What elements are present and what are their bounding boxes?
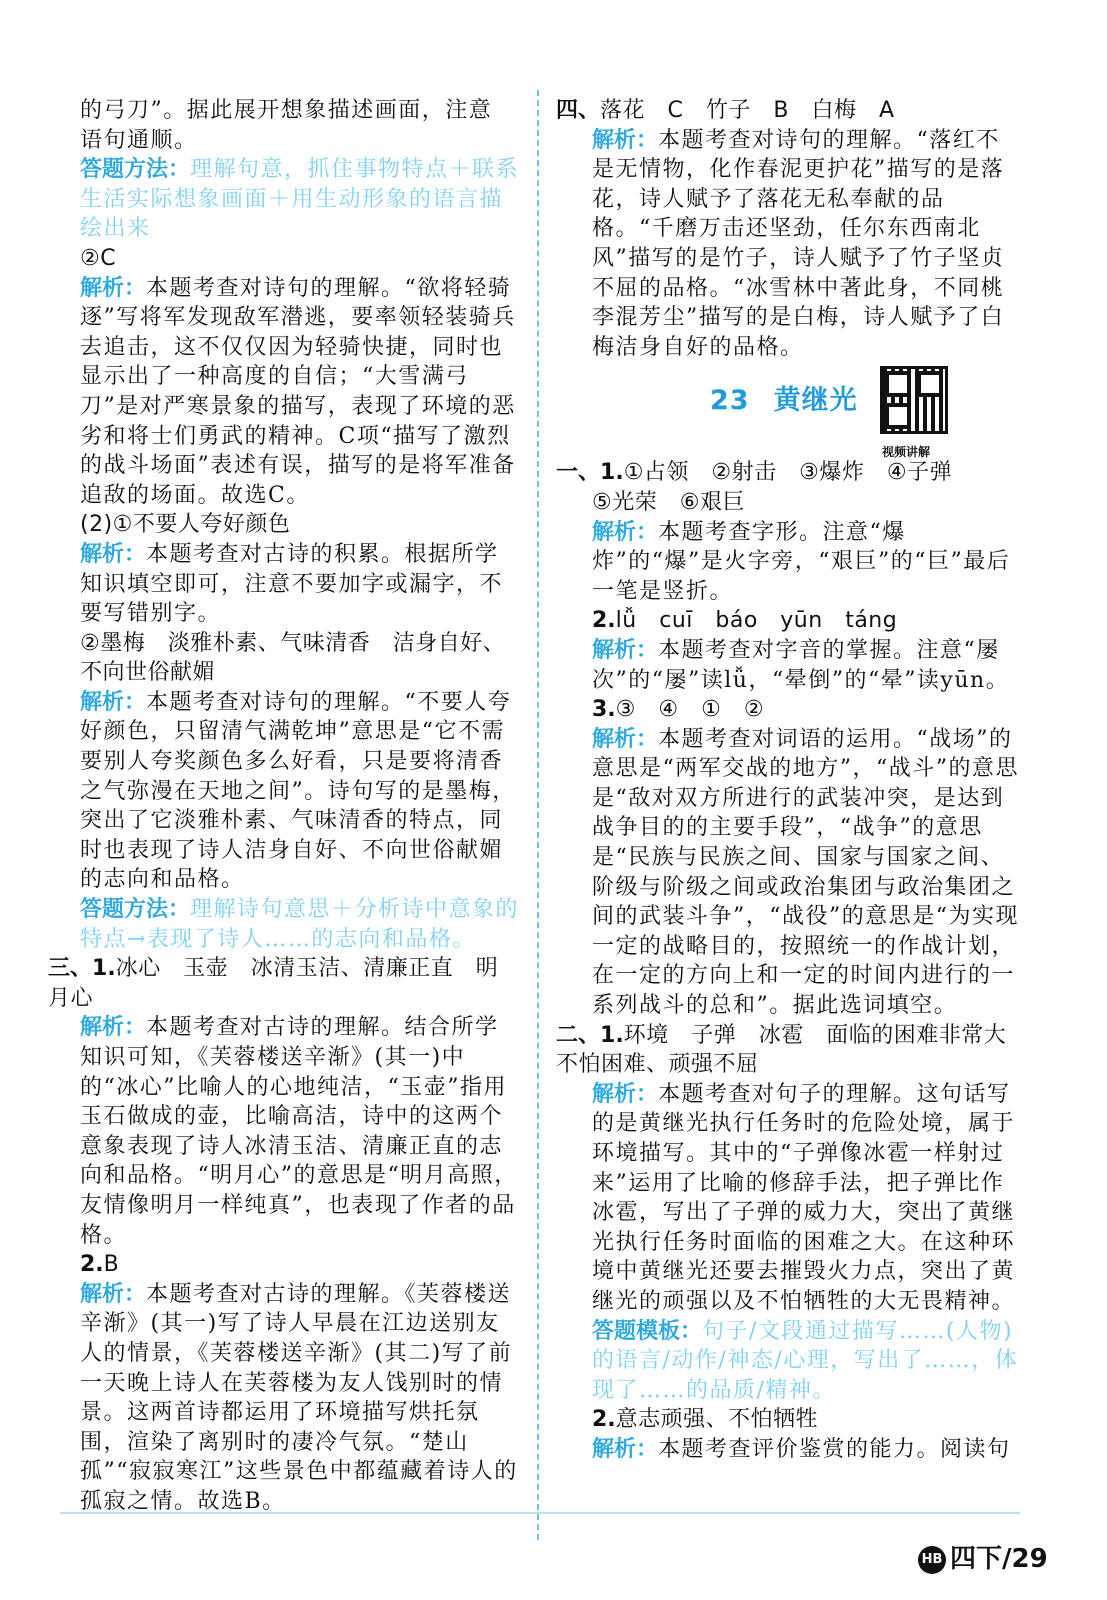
explanation-tag: 解析： [592, 1081, 659, 1107]
explanation-tag: 解析： [80, 1281, 147, 1307]
answer: ②墨梅 淡雅朴素、气味清香 洁身自好、不向世俗献媚 [80, 630, 506, 686]
right-column [556, 96, 1029, 1465]
page-number: 四下/29 [950, 1544, 1048, 1574]
question-number: 1. [600, 460, 624, 486]
answer: 意志顽强、不怕牺牲 [615, 1407, 819, 1433]
page-footer [918, 1538, 1048, 1575]
explanation-text: 本题考查对古诗的积累。根据所学知识填空即可，注意不要加字或漏字，不要写错别字。 [80, 541, 504, 627]
method-tag: 答题方法： [80, 157, 191, 183]
question-1-3 [560, 695, 1020, 725]
explanation-text: 本题考查评价鉴赏的能力。阅读句 [658, 1436, 1011, 1462]
question-3-1 [48, 954, 520, 1013]
question-2-1 [556, 1021, 1029, 1080]
method-text: 理解诗句意思＋分析诗中意象的特点→表现了诗人……的志向和品格。 [80, 897, 520, 952]
explanation-text: 本题考查对古诗的理解。结合所学知识可知，《芙蓉楼送辛渐》(其一)中的“冰心”比喻人的心地纯洁，“玉壶”指用玉石做成的壶，比喻高洁，诗中的这两个意象表现了诗人冰清玉洁、清廉正直的志向和品格。“明月心”的意思是“明月高照，友情像明月一样纯真”，也表现了作者的品格。 [80, 1015, 518, 1248]
explanation-tag: 解析： [592, 637, 659, 663]
explanation [560, 1435, 1020, 1465]
question-number: 3. [592, 697, 616, 723]
explanation-tag: 解析： [80, 689, 147, 715]
method-tag: 答题方法： [80, 897, 191, 923]
explanation-tag: 解析： [592, 127, 659, 153]
question-number: 2. [80, 1252, 104, 1278]
explanation-tag: 解析： [592, 519, 659, 545]
answer: 冰心 玉壶 冰清玉洁、清廉正直 明月心 [48, 956, 499, 1011]
method-block [80, 155, 520, 244]
answer: lǚ cuī báo yūn táng [615, 608, 898, 634]
explanation [80, 274, 520, 511]
template-tag: 答题模板： [592, 1318, 703, 1344]
explanation-text: 本题考查字形。注意“爆炸”的“爆”是火字旁，“艰巨”的“巨”最后一笔是竖折。 [592, 519, 1011, 604]
section-number: 二、 [556, 1022, 601, 1048]
explanation-text: 本题考查对诗句的理解。“不要人夸好颜色，只留清气满乾坤”意思是“它不需要别人夸奖颜色多么好看，只是要将清香之气弥漫在天地之间”。诗句写的是墨梅，突出了它淡雅朴素、气味清香的特点，同时也表现了诗人洁身自好、不向世俗献媚的志向和品格。 [80, 689, 516, 893]
answer: (2)①不要人夸好颜色 [80, 512, 291, 538]
answer: ②C [80, 245, 117, 271]
template-text: 句子/文段通过描写……(人物)的语言/动作/神态/心理，写出了……，体现了……的品质/精神。 [592, 1318, 1019, 1403]
answer: 环境 子弹 冰雹 面临的困难非常大 不怕困难、顽强不屈 [556, 1022, 1029, 1078]
answer: 落花 C 竹子 B 白梅 A [600, 98, 895, 123]
explanation [560, 1080, 1020, 1317]
answer: ①占领 ②射击 ③爆炸 ④子弹 [623, 460, 953, 486]
explanation-text: 本题考查对字音的掌握。注意“屡次”的“屡”读lǚ，“晕倒”的“晕”读yūn。 [592, 637, 1010, 693]
section-number: 一、 [556, 460, 601, 486]
lesson-header [560, 362, 1020, 458]
explanation-text: 本题考查对诗句的理解。“欲将轻骑逐”写将军发现敌军潜逃，要率领轻装骑兵去追击，这不仅仅因为轻骑快捷，同时也显示出了一种高度的自信；“大雪满弓刀”是对严寒景象的描写，表现了环境的恶劣和将士们勇武的精神。C项“描写了激烈的战斗场面”表述有误，描写的是将军准备追敌的场面。故选C。 [80, 275, 516, 508]
template-block [560, 1317, 1020, 1406]
explanation [560, 518, 1020, 607]
text-line: 语句通顺。 [80, 127, 198, 153]
explanation-tag: 解析： [80, 275, 147, 301]
explanation-tag: 解析： [592, 726, 659, 752]
answer: ⑤光荣 ⑥艰巨 [592, 489, 745, 515]
explanation-tag: 解析： [80, 1015, 147, 1041]
explanation-text: 本题考查对句子的理解。这句话写的是黄继光执行任务时的危险处境，属于环境描写。其中的“子弹像冰雹一样射过来”运用了比喻的修辞手法，把子弹比作冰雹，写出了子弹的威力大，突出了黄继光执行任务时面临的困难之大。在这种环境中黄继光还要去摧毁火力点，突出了黄继光的顽强以及不怕牺牲的大无畏精神。 [592, 1081, 1016, 1314]
question-1-1 [556, 458, 1020, 488]
text-line: 的弓刀”。据此展开想象描述画面，注意 [80, 98, 493, 123]
explanation [80, 540, 520, 629]
explanation [80, 1280, 520, 1517]
question-number: 2. [592, 1407, 616, 1433]
explanation-text: 本题考查对诗句的理解。“落红不是无情物，化作春泥更护花”描写的是落花，诗人赋予了落花无私奉献的品格。“千磨万击还坚劲，任尔东西南北风”描写的是竹子，诗人赋予了竹子坚贞不屈的品格。“冰雪林中著此身，不同桃李混芳尘”描写的是白梅，诗人赋予了白梅洁身自好的品格。 [592, 127, 1005, 360]
left-column [48, 96, 520, 1517]
explanation-text: 本题考查对古诗的理解。《芙蓉楼送辛渐》(其一)写了诗人早晨在江边送别友人的情景，《芙蓉楼送辛渐》(其二)写了前一天晚上诗人在芙蓉楼为友人饯别时的情景。这两首诗都运用了环境描写烘托氛围，渲染了离别时的凄冷气氛。“楚山孤”“寂寂寒江”这些景色中都蕴藏着诗人的孤寂之情。故选B。 [80, 1281, 518, 1514]
answer: ③ ④ ① ② [615, 697, 765, 723]
explanation [560, 126, 1020, 363]
answer: B [103, 1252, 120, 1278]
explanation-tag: 解析： [592, 1436, 659, 1462]
question-3-2 [80, 1250, 520, 1280]
method-text: 理解句意，抓住事物特点＋联系生活实际想象画面＋用生动形象的语言描绘出来 [80, 157, 520, 242]
qr-label: 视频讲解 [882, 445, 931, 460]
question-2-2 [560, 1405, 1020, 1435]
section-number: 四、 [556, 98, 601, 123]
question-number: 1. [600, 1022, 624, 1048]
lesson-title [710, 386, 858, 416]
question-1-2 [560, 606, 1020, 636]
question-number: 1. [92, 956, 116, 982]
section-number: 三、 [48, 956, 93, 982]
lesson-number: 23 [710, 385, 750, 417]
explanation-text: 本题考查对词语的运用。“战场”的意思是“两军交战的地方”，“战斗”的意思是“敌对双方所进行的武装冲突，是达到战争目的的主要手段”，“战争”的意思是“民族与民族之间、国家与国家之间、阶级与阶级之间或政治集团与政治集团之间的武装斗争”，“战役”的意思是“为实现一定的战略目的，按照统一的作战计划，在一定的方向上和一定的时间内进行的一系列战斗的总和”。据此选词填空。 [592, 726, 1019, 1019]
question-number: 2. [592, 608, 616, 634]
explanation-tag: 解析： [80, 541, 147, 567]
explanation [80, 1013, 520, 1250]
lesson-name: 黄继光 [773, 385, 858, 417]
qr-code[interactable] [880, 366, 948, 434]
column-divider [537, 90, 539, 1540]
bottom-rule [60, 1512, 1020, 1514]
method-block [80, 895, 520, 954]
edition-badge: HB [918, 1546, 946, 1574]
explanation [560, 636, 1020, 695]
explanation [560, 725, 1020, 1021]
question-4 [556, 96, 1020, 126]
explanation [80, 688, 520, 895]
qr-finder [885, 403, 911, 429]
